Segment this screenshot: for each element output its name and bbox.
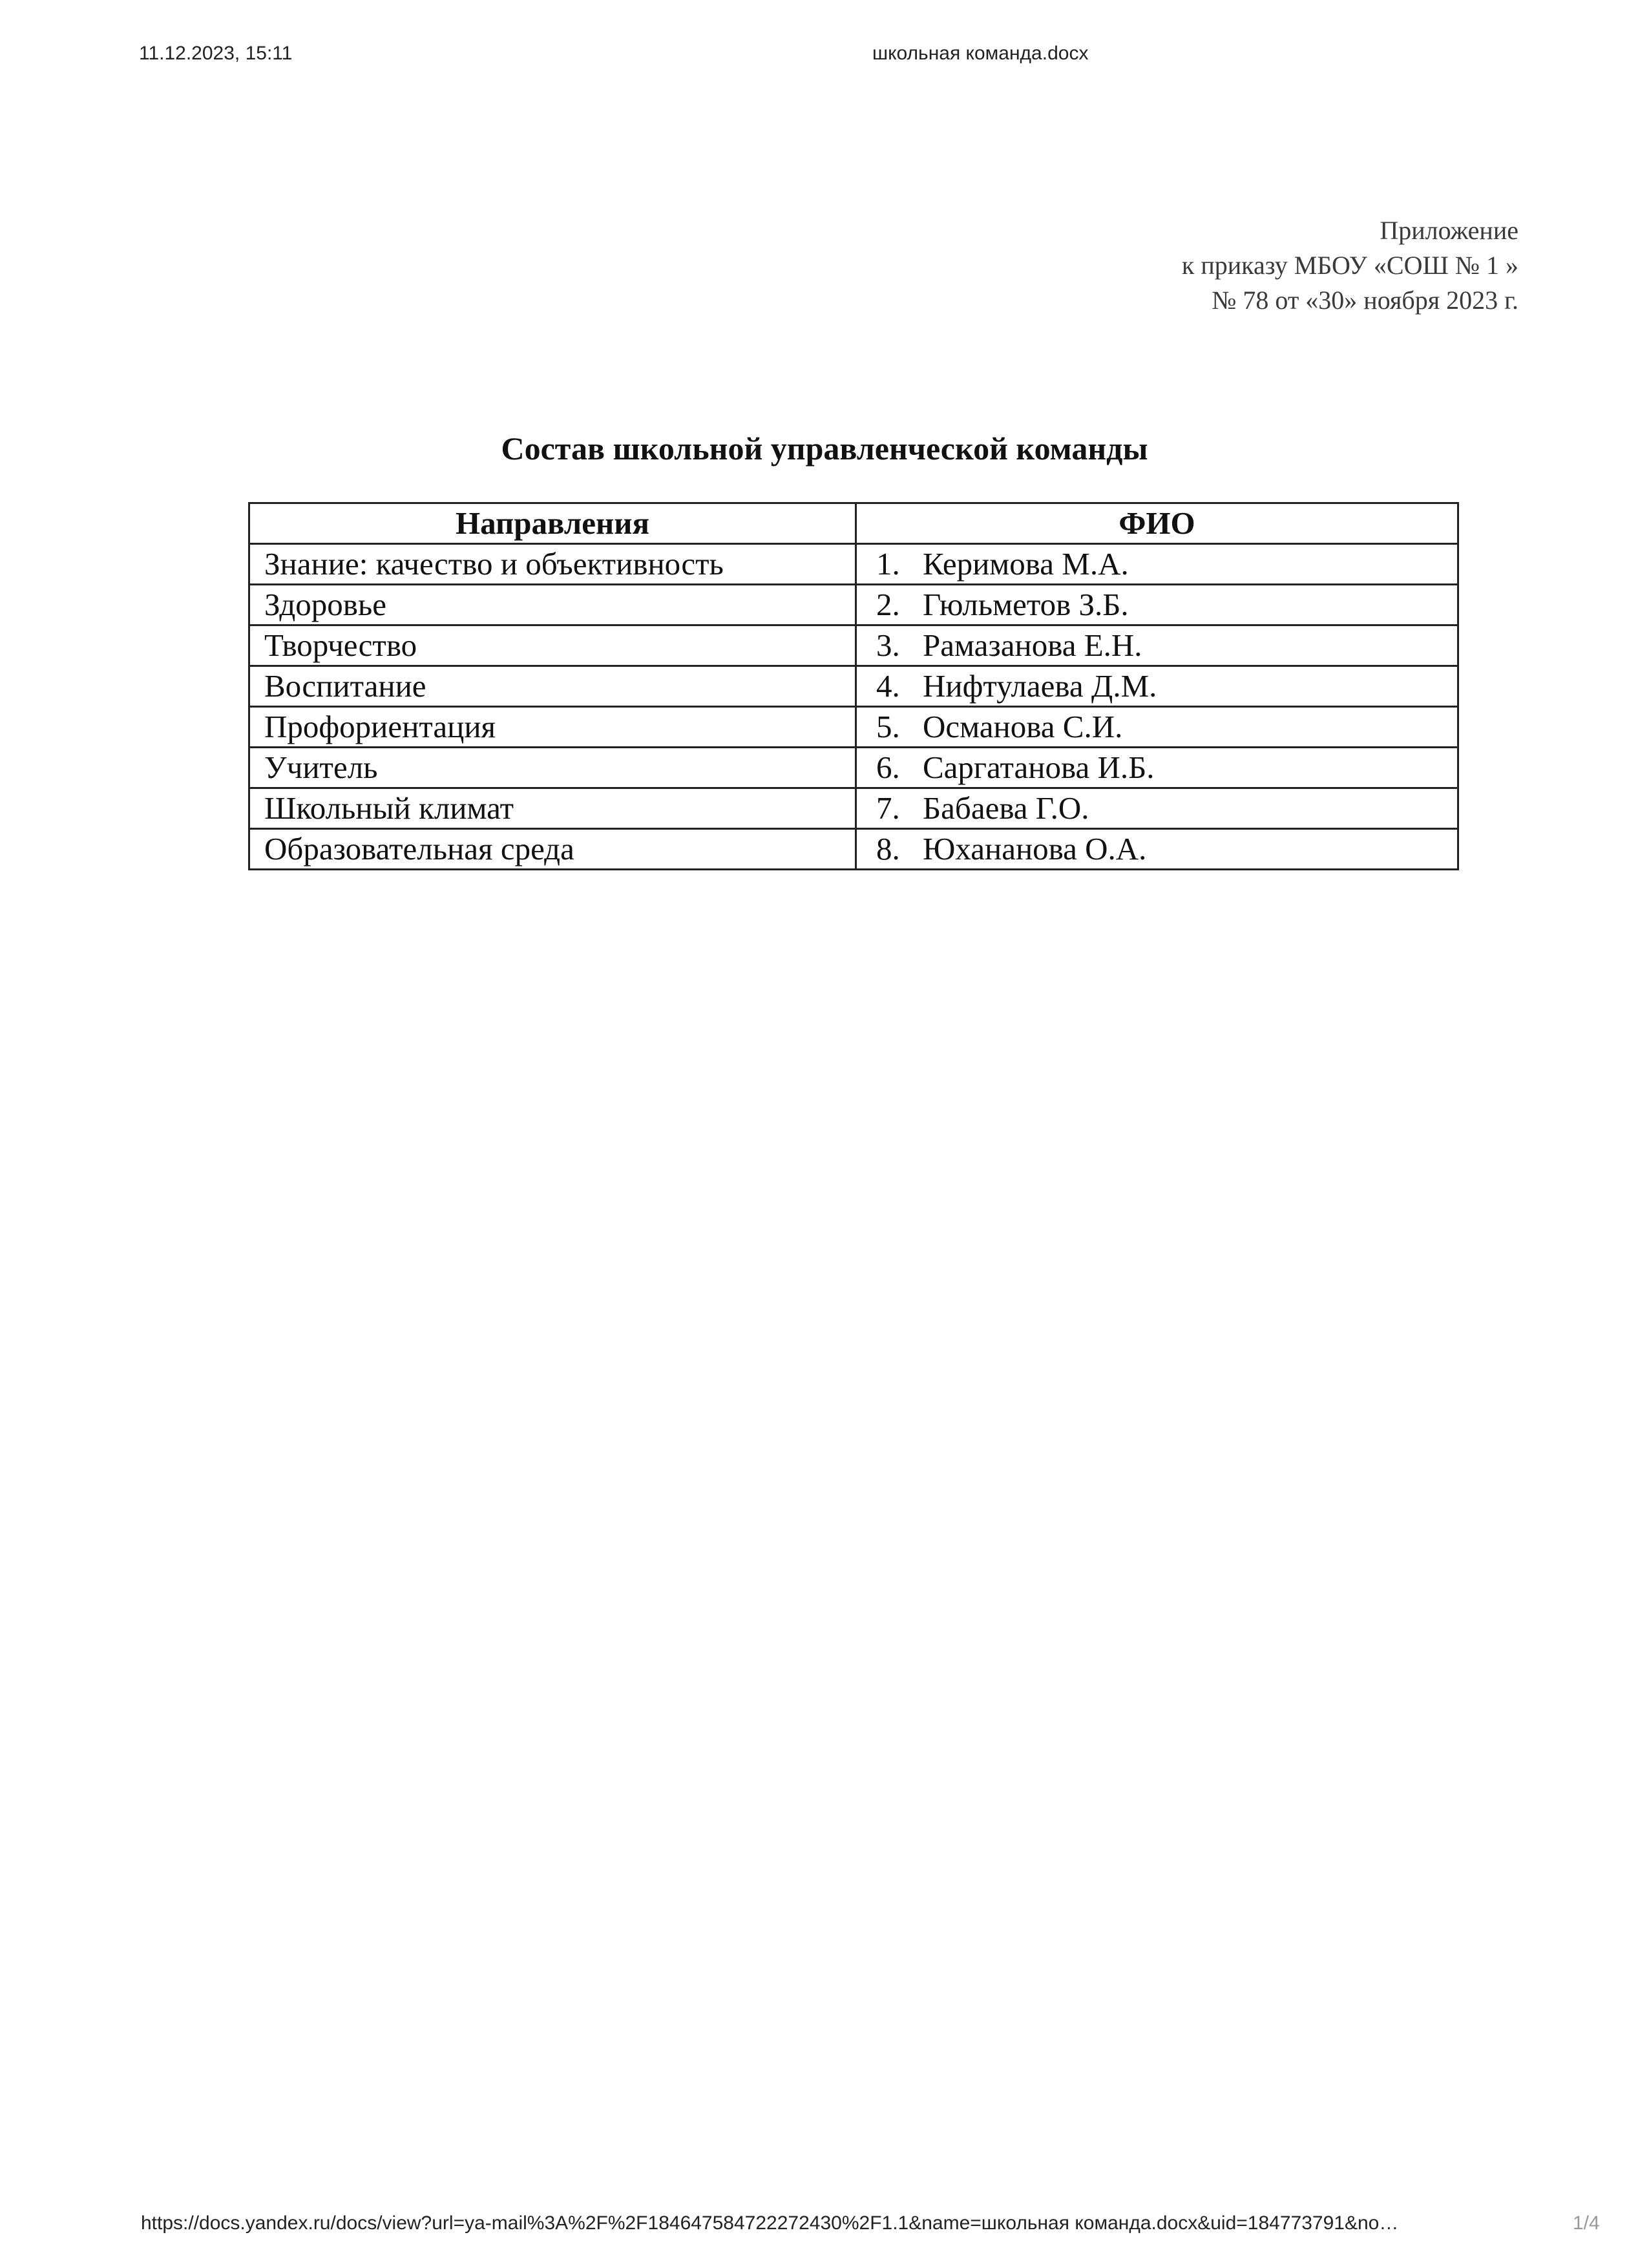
direction-cell: Профориентация — [249, 707, 856, 748]
table-row — [249, 625, 1458, 666]
person-name: Нифтулаева Д.М. — [923, 668, 1157, 704]
appendix-block — [1182, 213, 1518, 318]
appendix-line-1: Приложение — [1380, 216, 1518, 245]
person-name: Рамазанова Е.Н. — [923, 627, 1142, 663]
fio-cell — [856, 748, 1458, 788]
appendix-line-3: № 78 от «30» ноября 2023 г. — [1212, 286, 1518, 315]
table-row — [249, 544, 1458, 585]
list-number: 3. — [876, 627, 900, 663]
print-datetime: 11.12.2023, 15:11 — [139, 43, 293, 64]
fio-cell — [856, 666, 1458, 707]
direction-cell: Здоровье — [249, 585, 856, 625]
table-header-row — [249, 503, 1458, 544]
list-number: 4. — [876, 668, 900, 704]
column-header-fio: ФИО — [856, 503, 1458, 544]
person-name: Саргатанова И.Б. — [923, 750, 1155, 785]
table-row — [249, 666, 1458, 707]
list-number: 7. — [876, 790, 900, 826]
document-title: Состав школьной управленческой команды — [501, 430, 1148, 467]
print-filename: школьная команда.docx — [872, 43, 1089, 64]
fio-cell — [856, 625, 1458, 666]
fio-cell — [856, 707, 1458, 748]
list-number: 6. — [876, 750, 900, 785]
fio-cell — [856, 585, 1458, 625]
table-row — [249, 585, 1458, 625]
appendix-line-2: к приказу МБОУ «СОШ № 1 » — [1181, 251, 1518, 280]
team-table — [248, 502, 1459, 870]
table-row — [249, 788, 1458, 829]
fio-cell — [856, 788, 1458, 829]
list-number: 5. — [876, 709, 900, 744]
direction-cell: Учитель — [249, 748, 856, 788]
person-name: Керимова М.А. — [923, 546, 1129, 582]
print-url: https://docs.yandex.ru/docs/view?url=ya-mail%3A%2F%2F184647584722272430%2F1.1&name=школьная команда.docx&uid=184773791&no… — [141, 2212, 1399, 2234]
page-number: 1/4 — [1573, 2212, 1600, 2234]
list-number: 1. — [876, 546, 900, 582]
direction-cell: Воспитание — [249, 666, 856, 707]
direction-cell: Школьный климат — [249, 788, 856, 829]
table-row — [249, 748, 1458, 788]
direction-cell: Знание: качество и объективность — [249, 544, 856, 585]
person-name: Юхананова О.А. — [923, 831, 1147, 866]
list-number: 8. — [876, 831, 900, 866]
direction-cell: Творчество — [249, 625, 856, 666]
table-row — [249, 707, 1458, 748]
person-name: Бабаева Г.О. — [923, 790, 1089, 826]
list-number: 2. — [876, 587, 900, 622]
column-header-directions: Направления — [249, 503, 856, 544]
table-row — [249, 829, 1458, 870]
direction-cell: Образовательная среда — [249, 829, 856, 870]
fio-cell — [856, 829, 1458, 870]
person-name: Гюльметов З.Б. — [923, 587, 1129, 622]
fio-cell — [856, 544, 1458, 585]
person-name: Османова С.И. — [923, 709, 1123, 744]
